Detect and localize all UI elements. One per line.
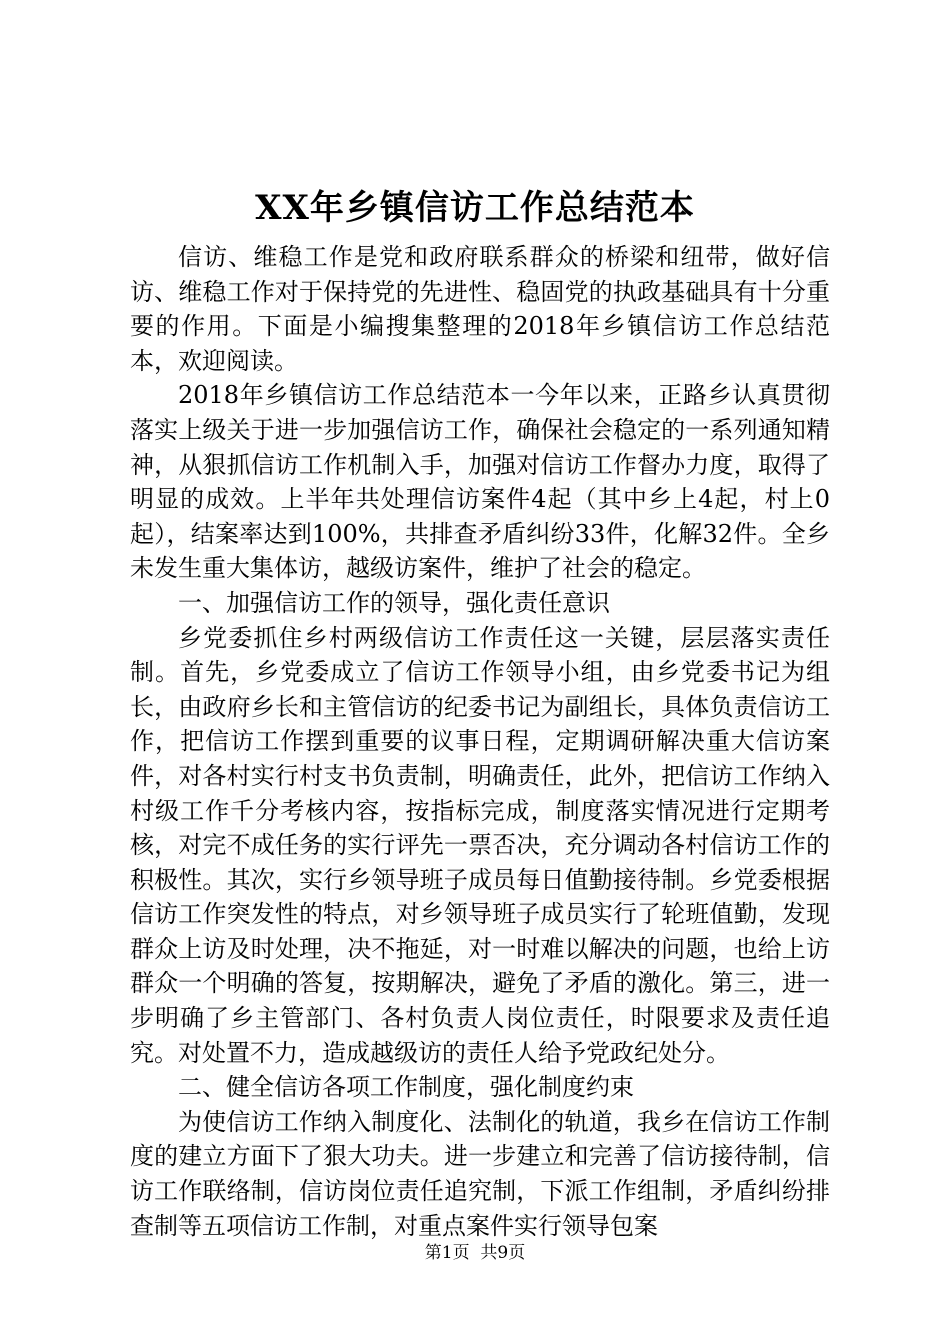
section-heading-1: 一、加强信访工作的领导，强化责任意识: [178, 588, 610, 617]
page-total: 共9页: [480, 1243, 526, 1263]
page-footer: [0, 1242, 950, 1264]
paragraph-summary: 2018年乡镇信访工作总结范本一今年以来，正路乡认真贯彻落实上级关于进一步加强信访工作，确保社会稳定的一系列通知精神，从狠抓信访工作机制入手，加强对信访工作督办力度，取得了明显的成效。上半年共处理信访案件4起（其中乡上4起，村上0起），结案率达到100%，共排查矛盾纠纷33件，化解32件。全乡未发生重大集体访，越级访案件，维护了社会的稳定。: [130, 381, 830, 583]
page-number: 第1页: [424, 1243, 470, 1263]
section-heading-2: 二、健全信访各项工作制度，强化制度约束: [178, 1073, 634, 1102]
paragraph-section-1: 乡党委抓住乡村两级信访工作责任这一关键，层层落实责任制。首先，乡党委成立了信访工作领导小组，由乡党委书记为组长，由政府乡长和主管信访的纪委书记为副组长，具体负责信访工作，把信访工作摆到重要的议事日程，定期调研解决重大信访案件，对各村实行村支书负责制，明确责任，此外，把信访工作纳入村级工作千分考核内容，按指标完成，制度落实情况进行定期考核，对完不成任务的实行评先一票否决，充分调动各村信访工作的积极性。其次，实行乡领导班子成员每日值勤接待制。乡党委根据信访工作突发性的特点，对乡领导班子成员实行了轮班值勤，发现群众上访及时处理，决不拖延，对一时难以解决的问题，也给上访群众一个明确的答复，按期解决，避免了矛盾的激化。第三，进一步明确了乡主管部门、各村负责人岗位责任，时限要求及责任追究。对处置不力，造成越级访的责任人给予党政纪处分。: [130, 623, 830, 1067]
paragraph-section-2: 为使信访工作纳入制度化、法制化的轨道，我乡在信访工作制度的建立方面下了狠大功夫。进一步建立和完善了信访接待制，信访工作联络制，信访岗位责任追究制，下派工作组制，矛盾纠纷排查制等五项信访工作制，对重点案件实行领导包案: [130, 1107, 830, 1240]
paragraph-intro: 信访、维稳工作是党和政府联系群众的桥梁和纽带，做好信访、维稳工作对于保持党的先进性、稳固党的执政基础具有十分重要的作用。下面是小编搜集整理的2018年乡镇信访工作总结范本，欢迎阅读。: [130, 243, 830, 375]
document-body: [130, 240, 830, 1243]
document-title: XX年乡镇信访工作总结范本: [255, 188, 695, 228]
